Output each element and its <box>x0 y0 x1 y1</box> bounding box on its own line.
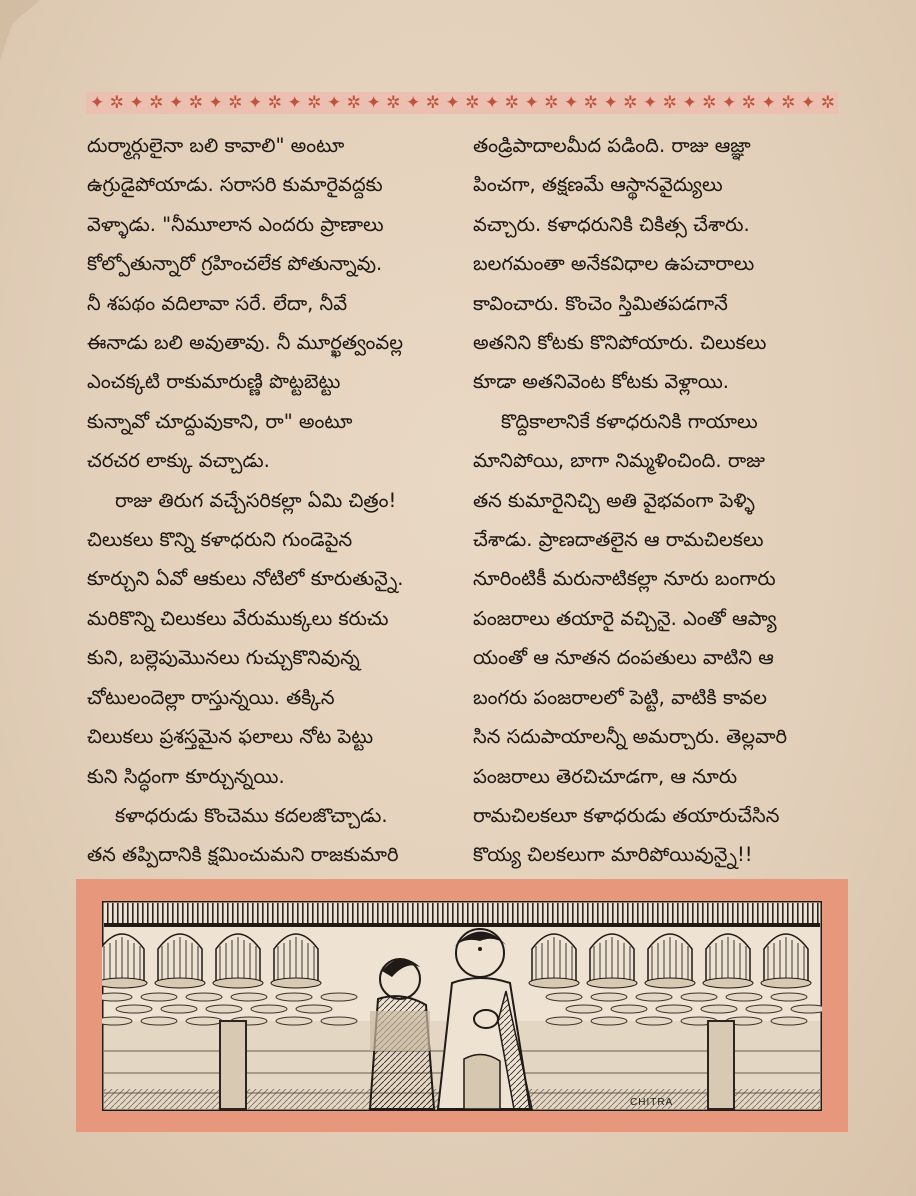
ornament-glyph: ✲ <box>188 93 202 113</box>
ornament-glyph: ✲ <box>346 93 360 113</box>
text-line: చోటులందెల్లా రాస్తున్నయి. తక్కిన <box>87 685 335 709</box>
ornament-glyph: ✦ <box>129 93 143 113</box>
ornament-glyph: ✦ <box>722 93 736 113</box>
perch-plate <box>546 993 582 1001</box>
ornament-glyph: ✦ <box>564 93 578 113</box>
text-column-left <box>87 126 462 875</box>
ornament-glyph: ✦ <box>603 93 617 113</box>
perch-plate <box>186 1017 222 1025</box>
ornament-glyph: ✲ <box>544 93 558 113</box>
text-line: దుర్మార్గులైనా బలి కావాలి" అంటూ <box>87 134 345 157</box>
ornament-glyph: ✲ <box>149 93 163 113</box>
perch-plate <box>116 1005 152 1013</box>
perch-plate <box>656 1005 692 1013</box>
text-line: బలగమంతా అనేకవిధాల ఉపచారాలు <box>473 252 755 276</box>
text-line: చిలుకలు కొన్ని కళాధరుని గుండెపైన <box>87 528 353 552</box>
text-line: పించగా, తక్షణమే ఆస్థానవైద్యులు <box>473 173 723 197</box>
decorative-border <box>86 92 838 114</box>
perch-plate <box>102 993 132 1001</box>
ornament-glyph: ✦ <box>524 93 538 113</box>
ornament-glyph: ✲ <box>465 93 479 113</box>
perch-plate <box>141 1017 177 1025</box>
perch-plate <box>186 993 222 1001</box>
text-line: చరచర లాక్కు వచ్చాడు. <box>87 449 270 473</box>
text-line: కొద్దికాలానికే కళాధరునికి గాయాలు <box>501 409 758 433</box>
text-line: సిన సదుపాయాలన్నీ అమర్చారు. తెల్లవారి <box>473 725 788 749</box>
text-line: రాజు తిరుగ వచ్చేసరికల్లా ఏమి చిత్రం! <box>115 488 397 512</box>
text-line: అతనిని కోటకు కొనిపోయారు. చిలుకలు <box>473 331 767 355</box>
ornament-glyph: ✲ <box>228 93 242 113</box>
text-line: కావించారు. కొంచెం స్తిమితపడగానే <box>473 291 728 315</box>
text-line: కుని, బల్లెపుమొనలు గుచ్చుకొనివున్న <box>87 646 360 670</box>
perch-plate <box>591 993 627 1001</box>
perch-plate <box>771 993 807 1001</box>
text-line: వచ్చారు. కళాధరునికి చికిత్స చేశారు. <box>473 212 750 236</box>
ornament-glyph: ✦ <box>485 93 499 113</box>
perch-plate <box>296 1005 332 1013</box>
story-illustration <box>76 879 848 1132</box>
text-line: పంజరాలు తెరచిచూడగా, ఆ నూరు <box>473 764 738 788</box>
artist-signature: CHITRA <box>630 1097 674 1108</box>
ornament-glyph: ✲ <box>623 93 637 113</box>
text-line: మరికొన్ని చిలుకలు వేరుముక్కలు కరుచు <box>87 606 389 630</box>
perch-plate <box>681 993 717 1001</box>
ornament-glyph: ✲ <box>781 93 795 113</box>
ornament-glyph: ✲ <box>109 93 123 113</box>
ornament-glyph: ✲ <box>702 93 716 113</box>
perch-plate <box>321 1017 357 1025</box>
perch-plate <box>701 1005 737 1013</box>
perch-plate <box>231 993 267 1001</box>
text-line: రామచిలకలూ కళాధరుడు తయారుచేసిన <box>473 803 780 827</box>
text-line: వెళ్ళాడు. "నీమూలాన ఎందరు ప్రాణాలు <box>87 212 384 236</box>
perch-plate <box>276 1017 312 1025</box>
text-line: కూర్చుని ఏవో ఆకులు నోటిలో కూరుతున్నై. <box>87 567 404 591</box>
perch-plate <box>566 1005 602 1013</box>
torn-corner <box>0 0 40 60</box>
perch-plate <box>141 993 177 1001</box>
ornament-glyph: ✦ <box>169 93 183 113</box>
text-line: యంతో ఆ నూతన దంపతులు వాటిని ఆ <box>473 646 774 670</box>
text-line: పంజరాలు తయారై వచ్చినై. ఎంతో ఆప్యా <box>473 606 777 630</box>
text-line: తన తప్పిదానికి క్షమించుమని రాజకుమారి <box>87 843 399 867</box>
ornament-glyph: ✲ <box>504 93 518 113</box>
ornament-glyph: ✲ <box>820 93 834 113</box>
perch-plate <box>636 993 672 1001</box>
perch-plate <box>161 1005 197 1013</box>
illustration-drawing <box>102 901 822 1111</box>
ornament-glyph: ✦ <box>366 93 380 113</box>
text-line: కుని సిద్ధంగా కూర్చున్నయి. <box>87 764 285 788</box>
ornament-glyph: ✲ <box>386 93 400 113</box>
text-line: ఎంచక్కటి రాకుమారుణ్ణి పొట్టబెట్టు <box>87 370 341 394</box>
ornament-glyph: ✦ <box>90 93 104 113</box>
ornament-glyph: ✲ <box>307 93 321 113</box>
ornament-glyph: ✲ <box>267 93 281 113</box>
perch-plate <box>206 1005 242 1013</box>
ornament-glyph: ✦ <box>327 93 341 113</box>
text-line: కొయ్య చిలకలుగా మారిపోయివున్నై!! <box>473 843 753 867</box>
ornament-glyph: ✲ <box>741 93 755 113</box>
perch-plate <box>251 1005 287 1013</box>
text-column-right <box>473 126 848 875</box>
perch-plate <box>321 993 357 1001</box>
text-line: నీ శపథం వదిలావా సరే. లేదా, నీవే <box>87 291 348 315</box>
ornament-glyph: ✦ <box>643 93 657 113</box>
perch-plate <box>546 1017 582 1025</box>
ornament-glyph: ✦ <box>208 93 222 113</box>
ornament-glyph: ✦ <box>801 93 815 113</box>
perch-plate <box>791 1005 822 1013</box>
ornament-glyph: ✦ <box>248 93 262 113</box>
perch-plate <box>276 993 312 1001</box>
perch-plate <box>746 1005 782 1013</box>
text-line: బంగరు పంజరాలలో పెట్టి, వాటికి కావల <box>473 685 767 709</box>
ornament-glyph: ✲ <box>662 93 676 113</box>
text-line: మానిపోయి, బాగా నిమ్మళించింది. రాజు <box>473 449 765 473</box>
text-line: ఈనాడు బలి అవుతావు. నీ మూర్ఖత్వంవల్ల <box>87 331 404 355</box>
text-line: తండ్రిపాదాలమీద పడింది. రాజు ఆజ్ఞా <box>473 134 751 157</box>
text-line: చేశాడు. ప్రాణదాతలైన ఆ రామచిలకలు <box>473 528 764 552</box>
perch-plate <box>102 1017 132 1025</box>
perch-plate <box>591 1017 627 1025</box>
text-line: నూరింటికీ మరునాటికల్లా నూరు బంగారు <box>473 567 776 591</box>
ornament-glyph: ✦ <box>287 93 301 113</box>
ornament-glyph: ✦ <box>445 93 459 113</box>
text-line: కూడా అతనివెంట కోటకు వెళ్లాయి. <box>473 370 729 394</box>
perch-plate <box>771 1017 807 1025</box>
text-line: కోల్పోతున్నారో గ్రహించలేక పోతున్నావు. <box>87 252 383 276</box>
text-line: కున్నావో చూద్దువుకాని, రా" అంటూ <box>87 409 353 433</box>
text-line: కళాధరుడు కొంచెము కదలజొచ్చాడు. <box>115 803 388 827</box>
perch-plate <box>611 1005 647 1013</box>
ornament-glyph: ✲ <box>425 93 439 113</box>
ornament-glyph: ✦ <box>406 93 420 113</box>
ornament-glyph: ✲ <box>583 93 597 113</box>
text-line: తన కుమారైనిచ్చి అతి వైభవంగా పెళ్ళి <box>473 488 755 512</box>
perch-plate <box>636 1017 672 1025</box>
ornament-glyph: ✦ <box>682 93 696 113</box>
perch-plate <box>726 993 762 1001</box>
ornament-glyph: ✦ <box>761 93 775 113</box>
text-line: చిలుకలు ప్రశస్తమైన ఫలాలు నోట పెట్టు <box>87 725 374 749</box>
text-line: ఉగ్రుడైపోయాడు. సరాసరి కుమారైవద్దకు <box>87 173 383 197</box>
